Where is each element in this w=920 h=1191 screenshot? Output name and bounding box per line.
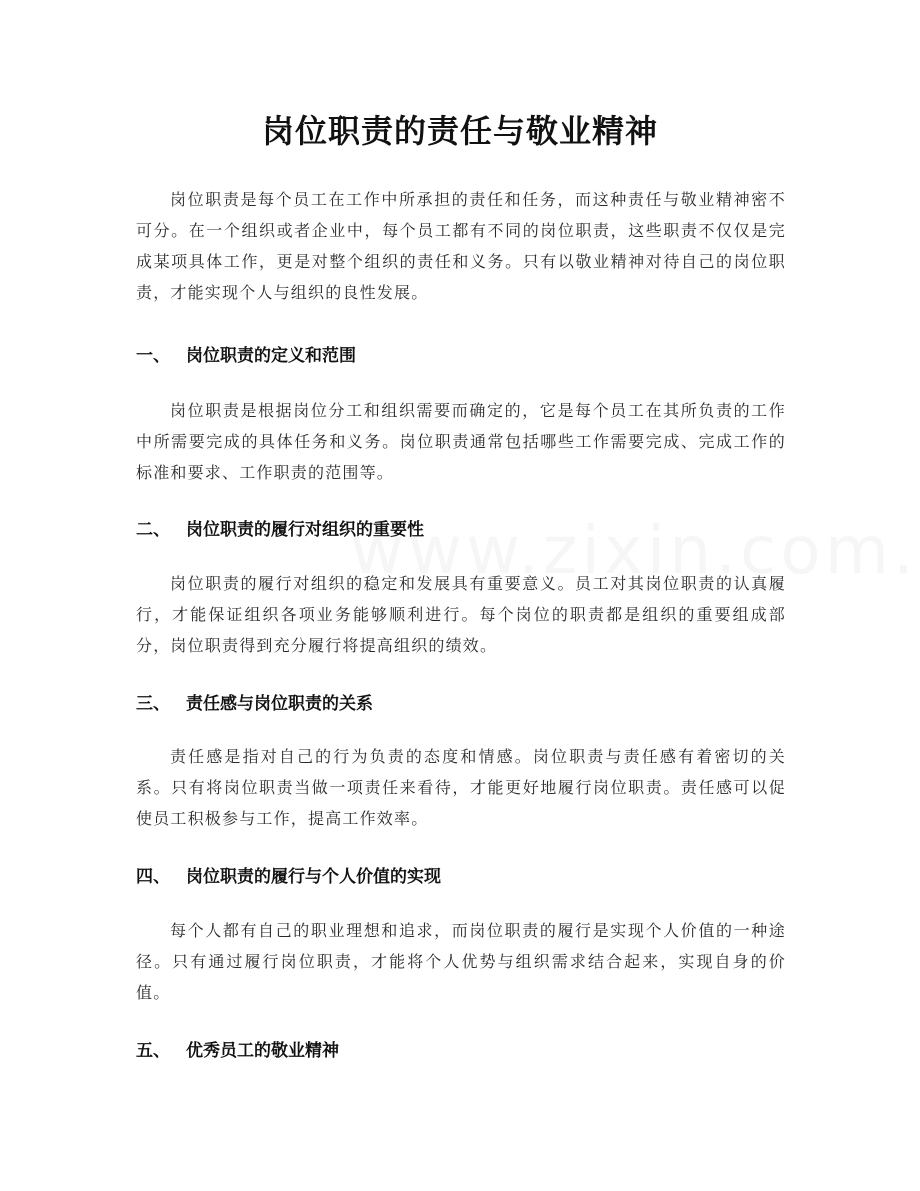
section-heading-text: 岗位职责的履行与个人价值的实现: [186, 867, 441, 887]
section-heading-3: [136, 690, 786, 718]
section-heading-5: [136, 1037, 786, 1065]
section-heading-2: [136, 516, 786, 544]
section-heading-text: 岗位职责的定义和范围: [186, 346, 356, 366]
section-paragraph-2: 岗位职责的履行对组织的稳定和发展具有重要意义。员工对其岗位职责的认真履行，才能保证组织各项业务能够顺利进行。每个岗位的职责都是组织的重要组成部分，岗位职责得到充分履行将提高组织的绩效。: [136, 574, 786, 655]
intro-paragraph: 岗位职责是每个员工在工作中所承担的责任和任务，而这种责任与敬业精神密不可分。在一个组织或者企业中，每个员工都有不同的岗位职责，这些职责不仅仅是完成某项具体工作，更是对整个组织的责任和义务。只有以敬业精神对待自己的岗位职责，才能实现个人与组织的良性发展。: [136, 190, 786, 302]
section-paragraph-1: 岗位职责是根据岗位分工和组织需要而确定的，它是每个员工在其所负责的工作中所需要完成的具体任务和义务。岗位职责通常包括哪些工作需要完成、完成工作的标准和要求、工作职责的范围等。: [136, 401, 786, 482]
section-heading-4: [136, 863, 786, 891]
section-heading-1: [136, 342, 786, 370]
page-title: 岗位职责的责任与敬业精神: [261, 112, 658, 150]
section-number: 二、: [136, 520, 170, 540]
section-number: 四、: [136, 867, 170, 887]
section-heading-text: 岗位职责的履行对组织的重要性: [186, 520, 424, 540]
section-number: 三、: [136, 694, 170, 714]
section-paragraph-4: 每个人都有自己的职业理想和追求，而岗位职责的履行是实现个人价值的一种途径。只有通过履行岗位职责，才能将个人优势与组织需求结合起来，实现自身的价值。: [136, 921, 786, 1002]
section-number: 五、: [136, 1041, 170, 1061]
section-paragraph-3: 责任感是指对自己的行为负责的态度和情感。岗位职责与责任感有着密切的关系。只有将岗位职责当做一项责任来看待，才能更好地履行岗位职责。责任感可以促使员工积极参与工作，提高工作效率。: [136, 747, 786, 828]
section-heading-text: 优秀员工的敬业精神: [186, 1041, 339, 1061]
section-number: 一、: [136, 346, 170, 366]
section-heading-text: 责任感与岗位职责的关系: [186, 694, 373, 714]
